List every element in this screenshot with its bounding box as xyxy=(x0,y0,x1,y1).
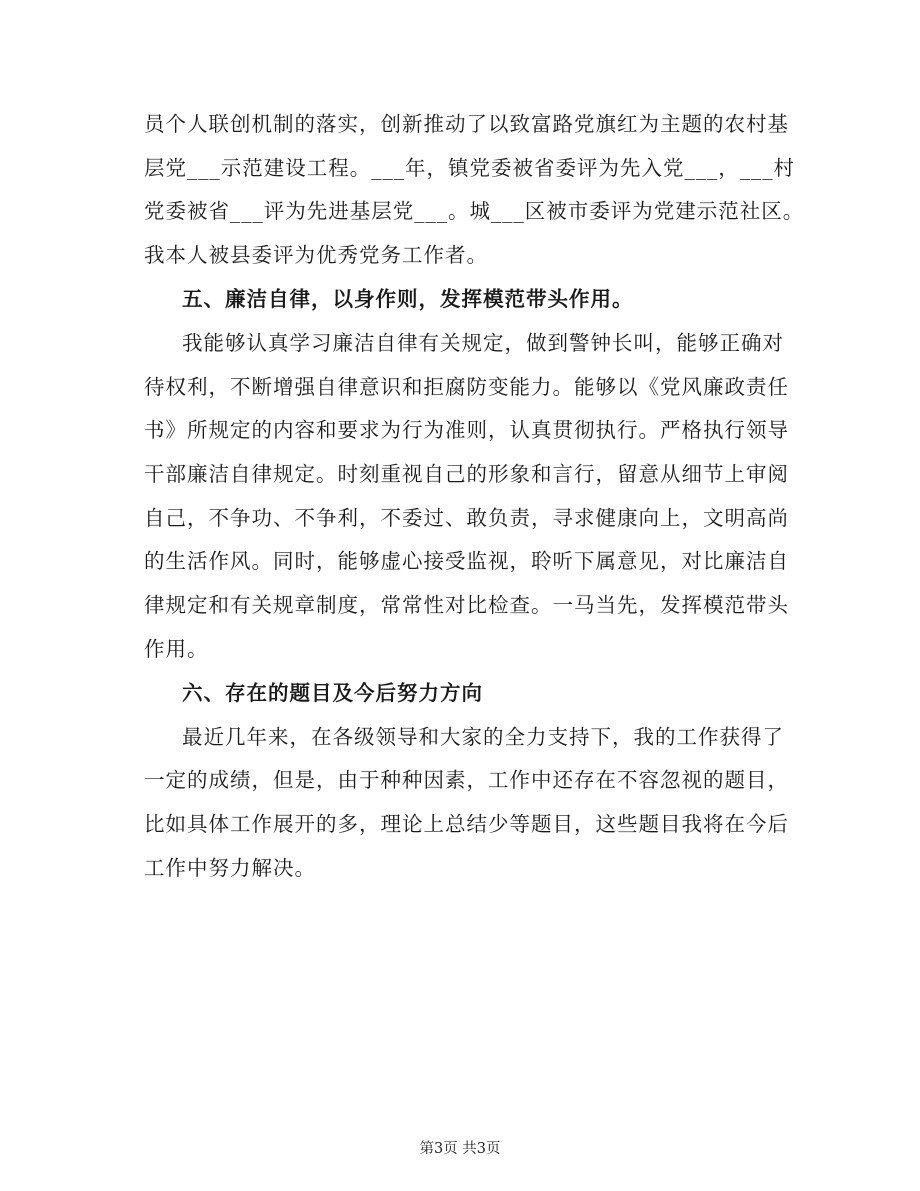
body-text-line: 自己，不争功、不争利，不委过、敢负责，寻求健康向上，文明高尚 xyxy=(144,506,789,530)
body-text-line: 我能够认真学习廉洁自律有关规定，做到警钟长叫，能够正确对 xyxy=(182,331,784,355)
section-heading: 五、廉洁自律，以身作则，发挥模范带头作用。 xyxy=(182,287,634,311)
body-text-line: 层党___示范建设工程。___年，镇党委被省委评为先入党___，___村 xyxy=(144,156,795,180)
body-text-line: 作用。 xyxy=(144,637,209,661)
body-text-line: 律规定和有关规章制度，常常性对比检查。一马当先，发挥模范带头 xyxy=(144,593,789,617)
body-text-line: 员个人联创机制的落实，创新推动了以致富路党旗红为主题的农村基 xyxy=(144,112,789,136)
body-text-line: 比如具体工作展开的多，理论上总结少等题目，这些题目我将在今后 xyxy=(144,812,789,836)
body-text-line: 干部廉洁自律规定。时刻重视自己的形象和言行，留意从细节上审阅 xyxy=(144,462,789,486)
section-heading: 六、存在的题目及今后努力方向 xyxy=(182,681,483,705)
body-text-line: 一定的成绩，但是，由于种种因素，工作中还存在不容忽视的题目， xyxy=(144,768,789,792)
body-text-line: 工作中努力解决。 xyxy=(144,856,316,880)
body-text-line: 最近几年来，在各级领导和大家的全力支持下，我的工作获得了 xyxy=(182,725,784,749)
body-text-line: 的生活作风。同时，能够虚心接受监视，聆听下属意见，对比廉洁自 xyxy=(144,549,789,573)
body-text-line: 党委被省___评为先进基层党___。城___区被市委评为党建示范社区。 xyxy=(144,199,805,223)
body-text-line: 书》所规定的内容和要求为行为准则，认真贯彻执行。严格执行领导 xyxy=(144,418,789,442)
body-text-line: 我本人被县委评为优秀党务工作者。 xyxy=(144,243,488,267)
body-text-line: 待权利，不断增强自律意识和拒腐防变能力。能够以《党风廉政责任 xyxy=(144,375,789,399)
page-number: 第3页 共3页 xyxy=(419,1141,501,1157)
